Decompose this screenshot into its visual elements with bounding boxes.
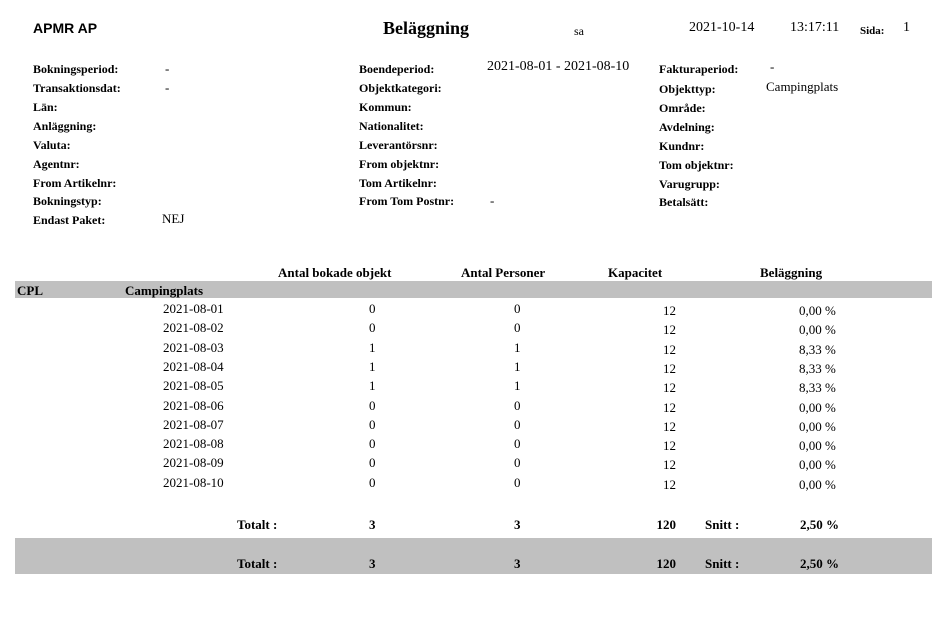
filter-value: 2021-08-01 - 2021-08-10 bbox=[487, 59, 630, 74]
row-occupancy: 0,00 % bbox=[799, 303, 836, 318]
filter-label: Endast Paket: bbox=[33, 213, 106, 227]
row-persons: 0 bbox=[514, 436, 521, 452]
subtotal-capacity: 120 bbox=[656, 517, 676, 532]
row-capacity: 12 bbox=[663, 380, 676, 396]
row-date: 2021-08-05 bbox=[163, 378, 224, 394]
filter-label: Betalsätt: bbox=[659, 195, 709, 209]
filter-value: - bbox=[490, 193, 495, 208]
row-booked: 0 bbox=[369, 397, 376, 413]
filter-label: Bokningsperiod: bbox=[33, 62, 119, 76]
row-persons: 0 bbox=[514, 320, 521, 336]
grandtotal-label: Totalt : bbox=[237, 556, 278, 571]
subtotal-avg: 2,50 % bbox=[800, 517, 839, 532]
row-capacity: 12 bbox=[663, 303, 676, 318]
row-persons: 0 bbox=[514, 474, 521, 490]
column-header-occupancy: Beläggning bbox=[760, 265, 823, 280]
row-date: 2021-08-02 bbox=[163, 320, 224, 336]
filter-label: From Artikelnr: bbox=[33, 176, 117, 190]
filter-label: Valuta: bbox=[33, 138, 71, 152]
row-occupancy: 0,00 % bbox=[799, 438, 836, 454]
filter-value: - bbox=[165, 80, 170, 95]
filter-label: Anläggning: bbox=[33, 119, 97, 133]
row-date: 2021-08-06 bbox=[163, 397, 224, 413]
row-capacity: 12 bbox=[663, 438, 676, 454]
filter-label: Leverantörsnr: bbox=[359, 138, 438, 152]
row-booked: 1 bbox=[369, 358, 376, 374]
page-label: Sida: bbox=[860, 25, 885, 37]
filter-value: Campingplats bbox=[766, 79, 839, 94]
row-booked: 0 bbox=[369, 436, 376, 452]
row-date: 2021-08-01 bbox=[163, 301, 224, 316]
filter-label: Avdelning: bbox=[659, 120, 715, 134]
subtotal-persons: 3 bbox=[514, 517, 521, 532]
row-booked: 0 bbox=[369, 301, 376, 316]
row-occupancy: 0,00 % bbox=[799, 322, 836, 338]
filter-label: Fakturaperiod: bbox=[659, 62, 739, 76]
filter-label: Tom Artikelnr: bbox=[359, 176, 437, 190]
row-capacity: 12 bbox=[663, 341, 676, 357]
row-booked: 1 bbox=[369, 378, 376, 394]
row-date: 2021-08-03 bbox=[163, 339, 224, 355]
row-persons: 0 bbox=[514, 455, 521, 471]
row-occupancy: 8,33 % bbox=[799, 380, 836, 396]
row-booked: 1 bbox=[369, 339, 376, 355]
row-date: 2021-08-10 bbox=[163, 474, 224, 490]
column-header-persons: Antal Personer bbox=[461, 265, 546, 280]
user-name: sa bbox=[574, 24, 584, 38]
row-persons: 0 bbox=[514, 397, 521, 413]
filter-label: From objektnr: bbox=[359, 157, 440, 171]
subtotal-avg-label: Snitt : bbox=[705, 517, 740, 532]
row-persons: 0 bbox=[514, 301, 521, 316]
filter-label: Tom objektnr: bbox=[659, 158, 734, 172]
report-date: 2021-10-14 bbox=[689, 20, 755, 35]
row-persons: 1 bbox=[514, 339, 521, 355]
grandtotal-capacity: 120 bbox=[656, 556, 676, 571]
report-title: Beläggning bbox=[383, 18, 470, 38]
row-capacity: 12 bbox=[663, 322, 676, 338]
row-persons: 0 bbox=[514, 416, 521, 432]
filter-label: Transaktionsdat: bbox=[33, 81, 121, 95]
row-occupancy: 0,00 % bbox=[799, 418, 836, 434]
row-booked: 0 bbox=[369, 455, 376, 471]
row-booked: 0 bbox=[369, 416, 376, 432]
row-occupancy: 0,00 % bbox=[799, 399, 836, 415]
column-header-booked: Antal bokade objekt bbox=[278, 265, 392, 280]
row-occupancy: 0,00 % bbox=[799, 476, 836, 492]
filter-label: Område: bbox=[659, 101, 706, 115]
row-date: 2021-08-04 bbox=[163, 358, 224, 374]
subtotal-label: Totalt : bbox=[237, 517, 278, 532]
filter-label: Varugrupp: bbox=[659, 177, 720, 191]
grandtotal-avg: 2,50 % bbox=[800, 556, 839, 571]
row-booked: 0 bbox=[369, 474, 376, 490]
column-header-capacity: Kapacitet bbox=[608, 265, 663, 280]
filter-value: - bbox=[770, 59, 775, 74]
filter-label: Agentnr: bbox=[33, 157, 80, 171]
filter-label: Objekttyp: bbox=[659, 82, 716, 96]
row-capacity: 12 bbox=[663, 399, 676, 415]
grandtotal-persons: 3 bbox=[514, 556, 521, 571]
row-occupancy: 0,00 % bbox=[799, 457, 836, 473]
row-persons: 1 bbox=[514, 358, 521, 374]
group-name: Campingplats bbox=[125, 283, 204, 298]
filter-value: NEJ bbox=[162, 211, 185, 226]
grandtotal-band bbox=[15, 538, 932, 574]
filter-label: Län: bbox=[33, 100, 58, 114]
filter-label: Kundnr: bbox=[659, 139, 705, 153]
grandtotal-avg-label: Snitt : bbox=[705, 556, 740, 571]
group-code: CPL bbox=[17, 283, 43, 298]
page-number: 1 bbox=[903, 20, 910, 35]
filter-label: Kommun: bbox=[359, 100, 412, 114]
row-date: 2021-08-08 bbox=[163, 436, 224, 452]
filter-label: Nationalitet: bbox=[359, 119, 424, 133]
row-persons: 1 bbox=[514, 378, 521, 394]
company-name: APMR AP bbox=[33, 20, 98, 36]
row-capacity: 12 bbox=[663, 418, 676, 434]
row-capacity: 12 bbox=[663, 457, 676, 473]
row-date: 2021-08-09 bbox=[163, 455, 224, 471]
row-date: 2021-08-07 bbox=[163, 416, 224, 432]
row-booked: 0 bbox=[369, 320, 376, 336]
filter-value: - bbox=[165, 61, 170, 76]
filter-label: Bokningstyp: bbox=[33, 194, 102, 208]
row-occupancy: 8,33 % bbox=[799, 360, 836, 376]
filter-label: Objektkategori: bbox=[359, 81, 442, 95]
row-occupancy: 8,33 % bbox=[799, 341, 836, 357]
subtotal-booked: 3 bbox=[369, 517, 376, 532]
filter-label: From Tom Postnr: bbox=[359, 194, 455, 208]
grandtotal-booked: 3 bbox=[369, 556, 376, 571]
filter-label: Boendeperiod: bbox=[359, 62, 435, 76]
row-capacity: 12 bbox=[663, 476, 676, 492]
report-time: 13:17:11 bbox=[790, 20, 840, 35]
row-capacity: 12 bbox=[663, 360, 676, 376]
